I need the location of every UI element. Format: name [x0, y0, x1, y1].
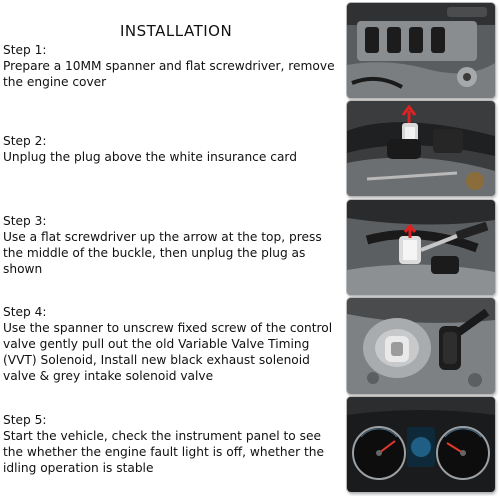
step-5 — [3, 412, 341, 476]
step-2 — [3, 133, 341, 165]
step-3-heading: Step 3: — [3, 214, 47, 228]
screwdriver-photo — [347, 200, 495, 295]
step-3-text: Use a flat screwdriver up the arrow at the top, press the middle of the buckle, then unplug the plug as shown — [3, 230, 322, 276]
page-title: INSTALLATION — [120, 22, 233, 40]
step-3 — [3, 213, 341, 277]
instrument-panel-photo — [347, 397, 495, 492]
step-5-text: Start the vehicle, check the instrument panel to see the whether the engine fault light is off, whether the idling operation is stable — [3, 429, 324, 475]
step-4-text: Use the spanner to unscrew fixed screw of the control valve gently pull out the old Variable Valve Timing (VVT) Solenoid, Install new black exhaust solenoid valve & grey intake solenoid valve — [3, 321, 333, 383]
step-4 — [3, 304, 341, 384]
step-2-text: Unplug the plug above the white insurance card — [3, 150, 297, 164]
step-1-text: Prepare a 10MM spanner and flat screwdriver, remove the engine cover — [3, 59, 335, 89]
step-5-heading: Step 5: — [3, 413, 47, 427]
step-1-heading: Step 1: — [3, 43, 47, 57]
vvt-solenoid-photo — [347, 298, 495, 394]
unplug-photo — [347, 101, 495, 196]
step-1 — [3, 42, 341, 90]
step-4-heading: Step 4: — [3, 305, 47, 319]
engine-cover-photo — [347, 3, 495, 98]
step-2-heading: Step 2: — [3, 134, 47, 148]
